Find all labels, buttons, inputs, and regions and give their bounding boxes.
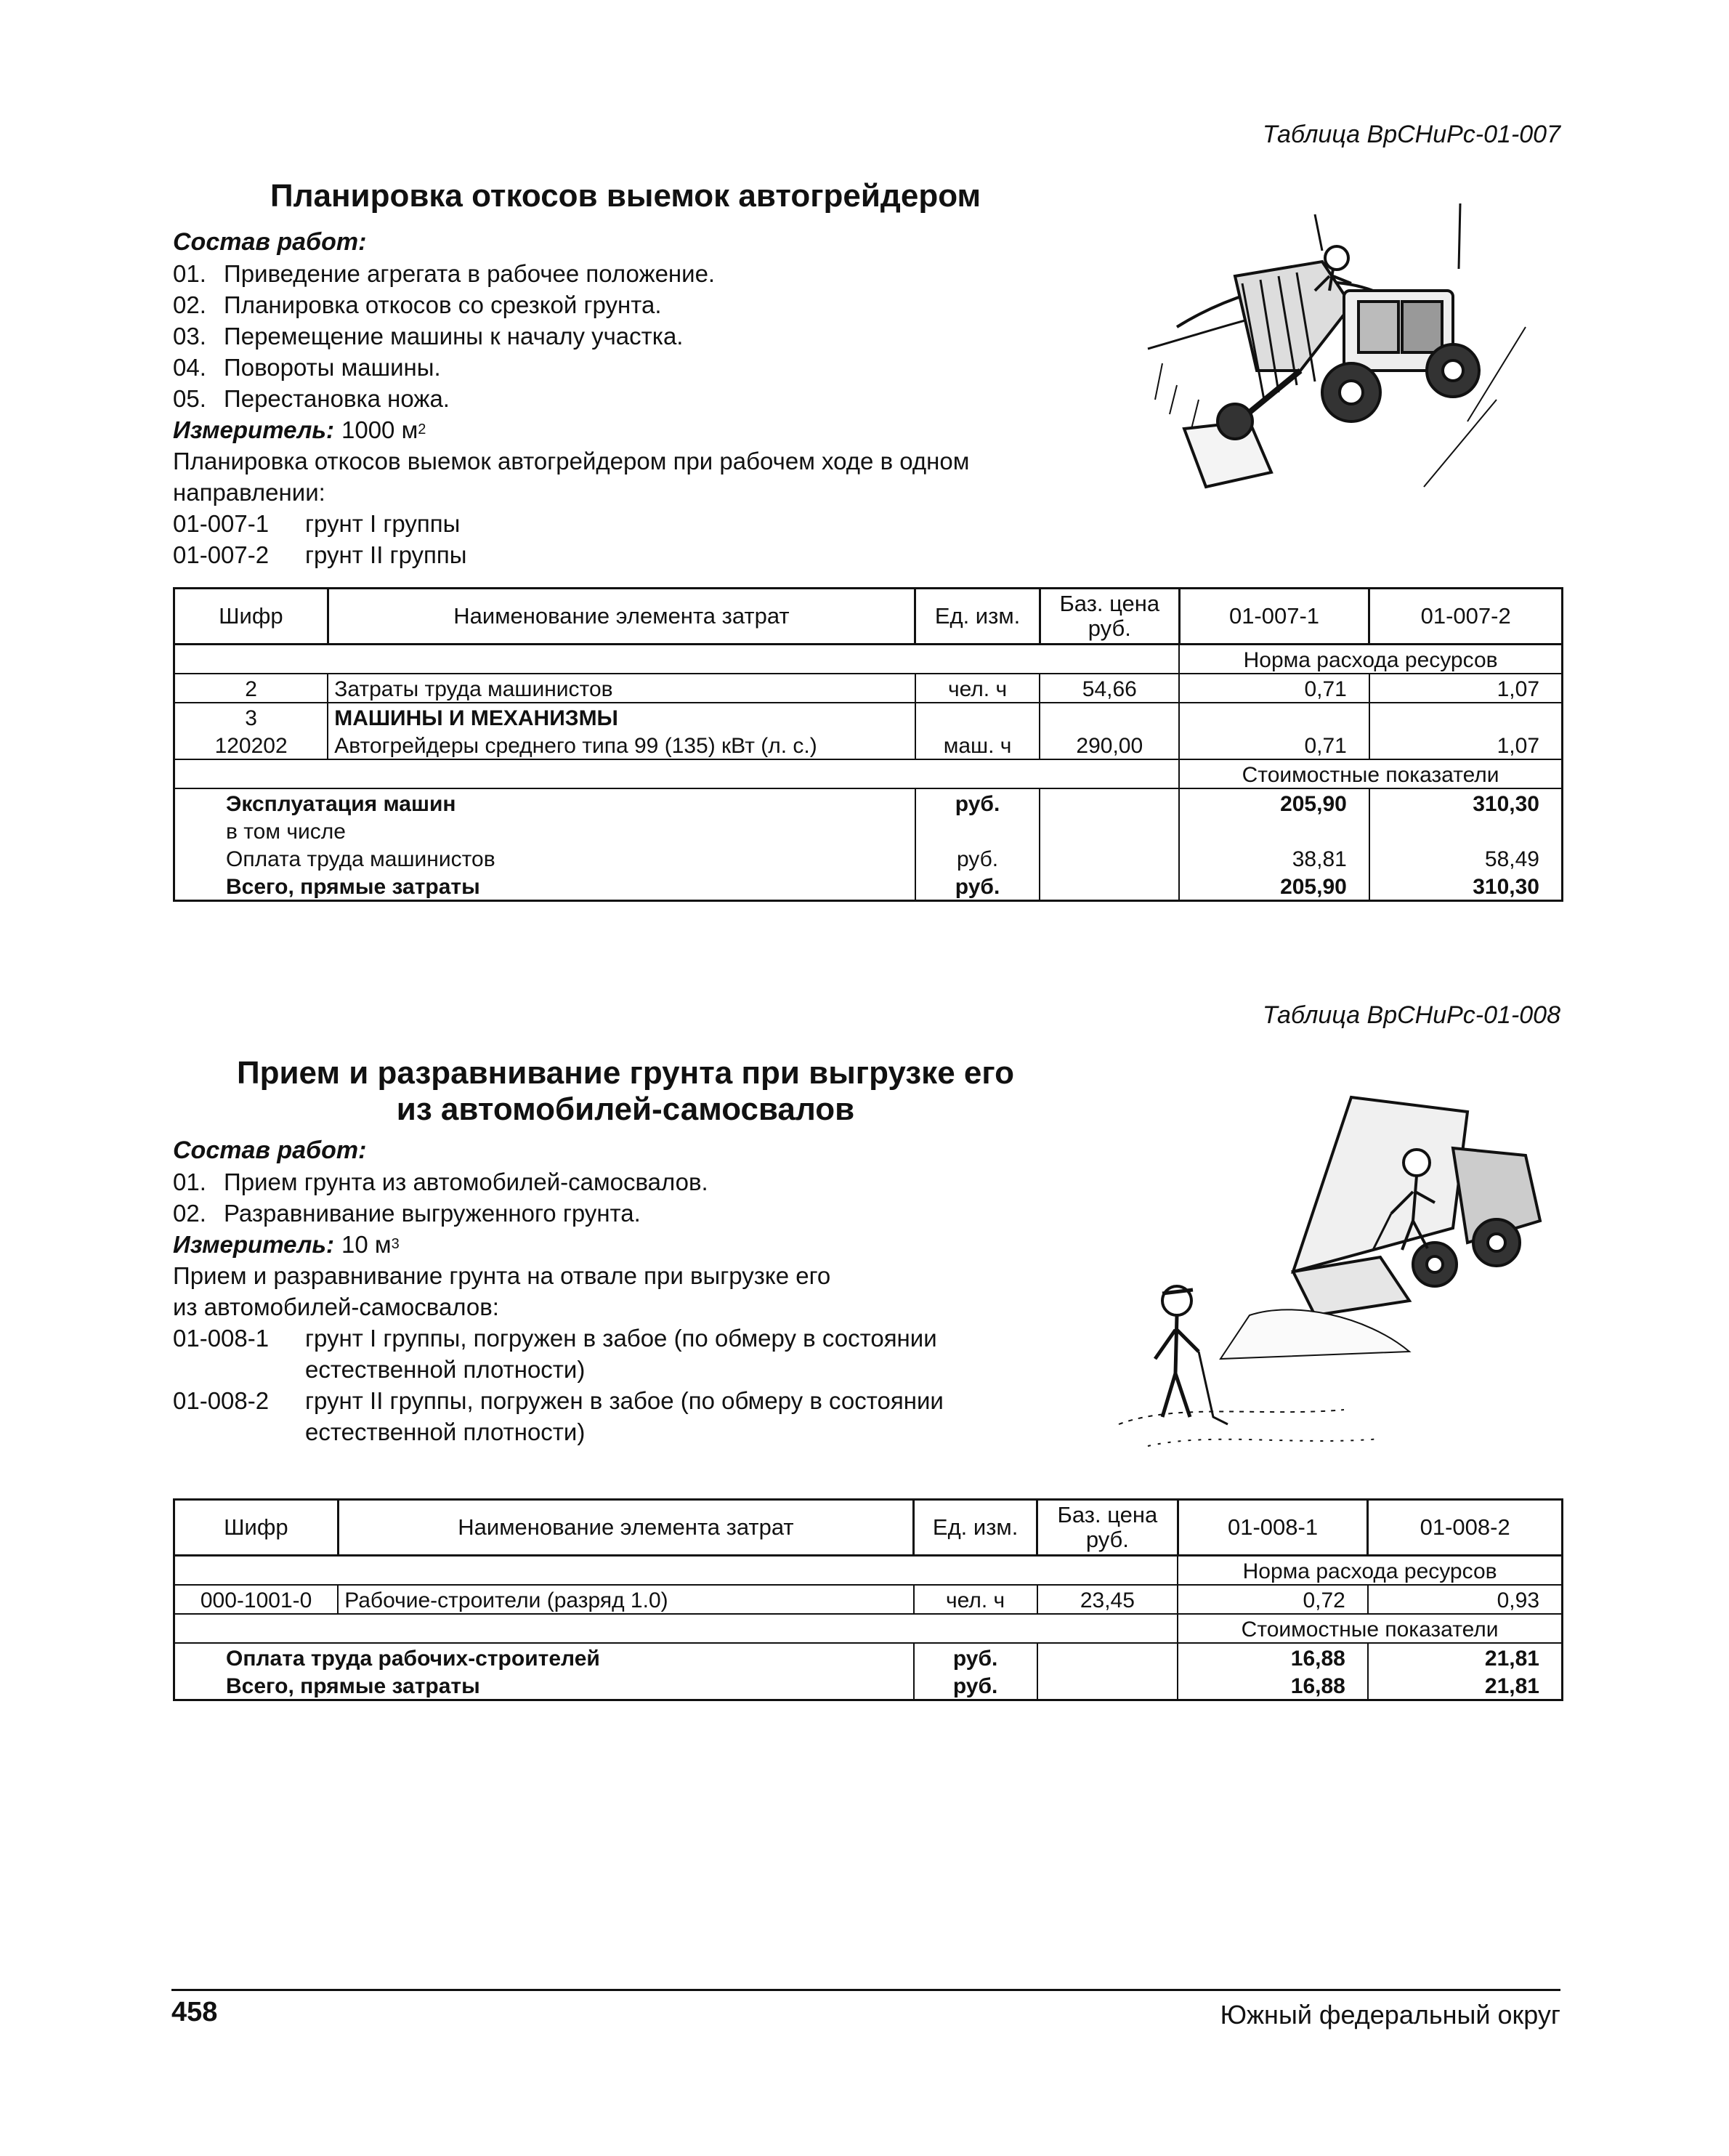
- table-row: [174, 645, 1563, 674]
- cell-value: 0,93: [1368, 1585, 1563, 1614]
- cell-value: 1,07: [1369, 674, 1563, 703]
- cell-value: 21,81: [1368, 1671, 1563, 1700]
- column-header: Баз. цена руб.: [1040, 589, 1179, 645]
- table-row: [174, 844, 1563, 872]
- list-item: 01-008-1 грунт I группы, погружен в забое (по обмеру в состоянии: [173, 1325, 937, 1352]
- list-item-cont: естественной плотности): [305, 1418, 586, 1445]
- cell-value: 0,71: [1179, 674, 1369, 703]
- column-header: 01-007-2: [1369, 589, 1563, 645]
- cell-unit: руб.: [915, 872, 1040, 901]
- cell-value: 58,49: [1369, 844, 1563, 872]
- norm-label: Норма расхода ресурсов: [1178, 1556, 1562, 1586]
- column-header: Баз. цена руб.: [1037, 1500, 1178, 1556]
- description-cont: направлении:: [173, 479, 325, 506]
- cell-name: Рабочие-строители (разряд 1.0): [338, 1585, 914, 1614]
- table-row: [174, 731, 1563, 759]
- footer-region: Южный федеральный округ: [1220, 2000, 1560, 2030]
- table-row: [174, 788, 1563, 817]
- cell-name: Оплата труда рабочих-строителей: [226, 1647, 600, 1671]
- resource-table-1: [173, 587, 1563, 902]
- list-item: 01. Прием грунта из автомобилей-самосвалов.: [173, 1168, 708, 1195]
- column-header: Ед. изм.: [915, 589, 1040, 645]
- cell-code: 120202: [174, 731, 328, 759]
- column-header: 01-008-1: [1178, 1500, 1368, 1556]
- cell-value: [1179, 817, 1369, 844]
- table-tag-1: Таблица ВрСНиРс-01-007: [1262, 121, 1560, 148]
- section-title-2: [171, 1055, 1080, 1128]
- composition-heading: Состав работ:: [173, 228, 367, 256]
- cell-unit: [915, 703, 1040, 731]
- cell-value: 205,90: [1179, 788, 1369, 817]
- column-header: Наименование элемента затрат: [328, 589, 915, 645]
- table-row: [174, 872, 1563, 901]
- cell-name: Оплата труда машинистов: [226, 847, 495, 871]
- table-row: [174, 817, 1563, 844]
- motor-grader-illustration: [1133, 182, 1555, 545]
- cell-unit: маш. ч: [915, 731, 1040, 759]
- cell-name: Всего, прямые затраты: [226, 875, 480, 899]
- column-header: Наименование элемента затрат: [338, 1500, 914, 1556]
- cell-value: [1179, 703, 1369, 731]
- cell-value: [1369, 817, 1563, 844]
- composition-heading: Состав работ:: [173, 1136, 367, 1164]
- table-row: [174, 674, 1563, 703]
- cell-name: Эксплуатация машин: [226, 792, 456, 816]
- table-row: [174, 1556, 1563, 1586]
- list-item: 01. Приведение агрегата в рабочее положение.: [173, 260, 716, 287]
- description: Прием и разравнивание грунта на отвале при выгрузке его: [173, 1262, 831, 1289]
- cell-price: [1040, 703, 1179, 731]
- cell-unit: чел. ч: [914, 1585, 1037, 1614]
- cell-unit: руб.: [915, 844, 1040, 872]
- table-header-row: [174, 589, 1563, 645]
- cell-unit: чел. ч: [915, 674, 1040, 703]
- cell-code: 3: [245, 706, 257, 730]
- description-cont: из автомобилей-самосвалов:: [173, 1293, 499, 1320]
- column-header: Шифр: [174, 589, 328, 645]
- cell-value: 16,88: [1178, 1671, 1368, 1700]
- list-item: 05. Перестановка ножа.: [173, 385, 450, 412]
- section-title-line: из автомобилей-самосвалов: [396, 1091, 855, 1127]
- resource-table-2: [173, 1498, 1563, 1701]
- norm-label: Норма расхода ресурсов: [1179, 645, 1562, 674]
- cell-value: 21,81: [1368, 1643, 1563, 1671]
- list-item: 02. Разравнивание выгруженного грунта.: [173, 1200, 641, 1227]
- cell-value: 1,07: [1369, 731, 1563, 759]
- column-header: Шифр: [174, 1500, 339, 1556]
- meter-line: Измеритель: 10 м 3: [173, 1231, 400, 1258]
- cell-price: 54,66: [1040, 674, 1179, 703]
- cell-price: 23,45: [1037, 1585, 1178, 1614]
- cell-name: Всего, прямые затраты: [226, 1674, 480, 1698]
- section-title-1: Планировка откосов выемок автогрейдером: [270, 178, 981, 214]
- meter-line: Измеритель: 1000 м 2: [173, 416, 426, 443]
- table-row: [174, 1643, 1563, 1671]
- cell-unit: руб.: [914, 1643, 1037, 1671]
- description: Планировка откосов выемок автогрейдером при рабочем ходе в одном: [173, 448, 970, 475]
- table-row: [174, 1671, 1563, 1700]
- dump-truck-worker-illustration: [1104, 1083, 1569, 1490]
- cost-label: Стоимостные показатели: [1179, 759, 1562, 788]
- list-item: 01-008-2 грунт II группы, погружен в забое (по обмеру в состоянии: [173, 1387, 944, 1414]
- table-row: [174, 759, 1563, 788]
- column-header: 01-007-1: [1179, 589, 1369, 645]
- list-item: 04. Повороты машины.: [173, 354, 441, 381]
- table-header-row: [174, 1500, 1563, 1556]
- cell-name: Затраты труда машинистов: [328, 674, 915, 703]
- cell-code: 2: [174, 674, 328, 703]
- cell-name: в том числе: [226, 820, 346, 844]
- column-header: 01-008-2: [1368, 1500, 1563, 1556]
- cell-value: 310,30: [1369, 788, 1563, 817]
- table-row: [174, 1614, 1563, 1643]
- list-item: 01-007-2 грунт II группы: [173, 541, 467, 568]
- cell-price: 290,00: [1040, 731, 1179, 759]
- table-row: [174, 1585, 1563, 1614]
- cell-value: 0,71: [1179, 731, 1369, 759]
- column-header: Ед. изм.: [914, 1500, 1037, 1556]
- cell-value: 0,72: [1178, 1585, 1368, 1614]
- cell-value: 16,88: [1178, 1643, 1368, 1671]
- cell-name: МАШИНЫ И МЕХАНИЗМЫ: [328, 703, 915, 731]
- footer-rule: [171, 1989, 1560, 1991]
- cell-unit: руб.: [915, 788, 1040, 817]
- cell-code: 000-1001-0: [174, 1585, 339, 1614]
- work-composition-1: [173, 227, 1132, 570]
- cell-value: 310,30: [1369, 872, 1563, 901]
- list-item: 01-007-1 грунт I группы: [173, 510, 461, 537]
- cell-unit: [915, 817, 1040, 844]
- cost-label: Стоимостные показатели: [1178, 1614, 1562, 1643]
- table-row: [174, 703, 1563, 731]
- table-tag-2: Таблица ВрСНиРс-01-008: [1262, 1001, 1560, 1029]
- list-item: 03. Перемещение машины к началу участка.: [173, 323, 684, 350]
- list-item-cont: естественной плотности): [305, 1356, 586, 1383]
- cell-value: 205,90: [1179, 872, 1369, 901]
- cell-value: [1369, 703, 1563, 731]
- cell-value: 38,81: [1179, 844, 1369, 872]
- work-composition-2: [173, 1135, 1132, 1448]
- list-item: 02. Планировка откосов со срезкой грунта.: [173, 291, 662, 318]
- page-number: 458: [171, 1997, 218, 2027]
- cell-name: Автогрейдеры среднего типа 99 (135) кВт (л. с.): [328, 731, 915, 759]
- section-title-line: Прием и разравнивание грунта при выгрузке его: [237, 1055, 1014, 1091]
- cell-unit: руб.: [914, 1671, 1037, 1700]
